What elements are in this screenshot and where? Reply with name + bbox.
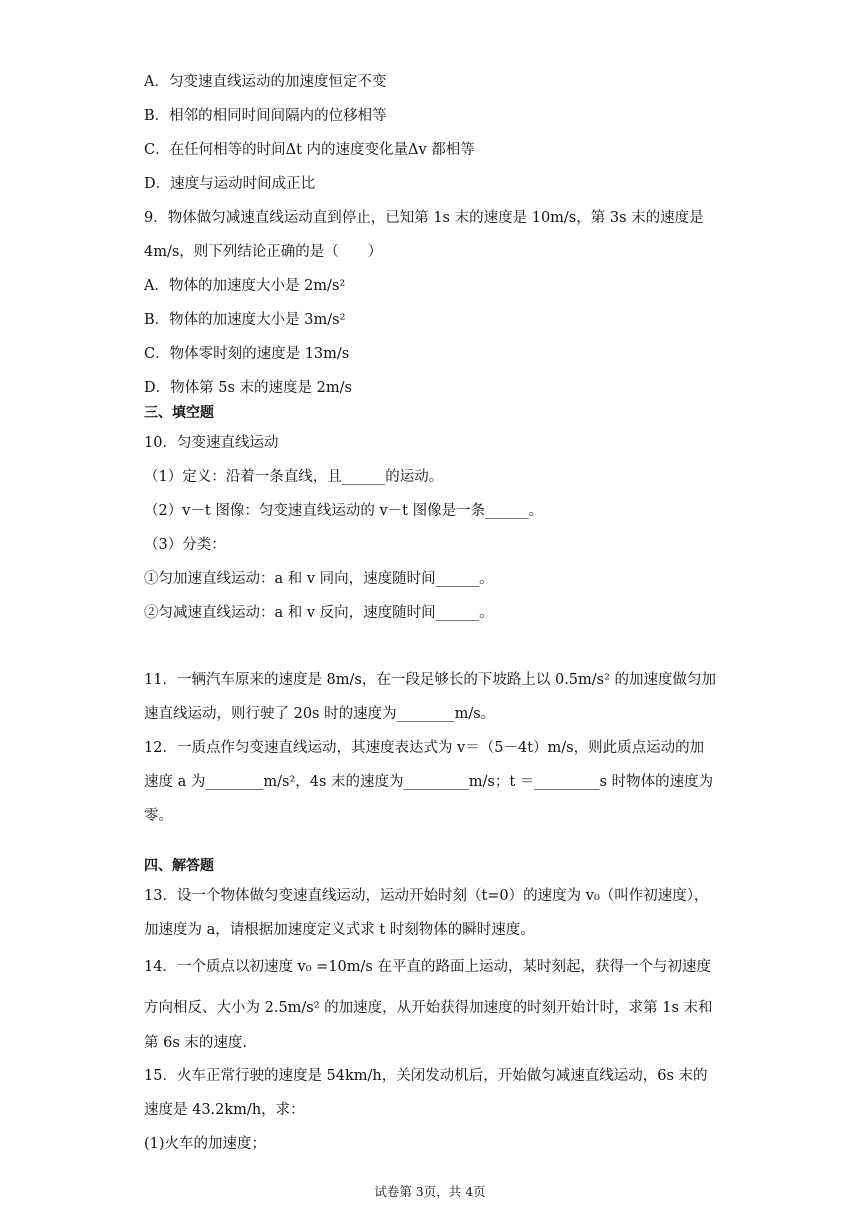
q8-option-d: D．速度与运动时间成正比 bbox=[144, 176, 316, 192]
q15-line1: 15．火车正常行驶的速度是 54km/h，关闭发动机后，开始做匀减速直线运动，6s 末的 bbox=[144, 1068, 708, 1084]
q8-option-a: A．匀变速直线运动的加速度恒定不变 bbox=[144, 74, 387, 90]
q9-stem-line1: 9．物体做匀减速直线运动直到停止，已知第 1s 末的速度是 10m/s，第 3s 末的速度是 bbox=[144, 210, 704, 226]
q14-line2: 方向相反、大小为 2.5m/s² 的加速度，从开始获得加速度的时刻开始计时，求第 1s 末和 bbox=[144, 1000, 713, 1016]
page-footer: 试卷第 3页，共 4页 bbox=[374, 1184, 486, 1199]
section-heading-fill-in: 三、填空题 bbox=[144, 405, 214, 421]
q9-option-a: A．物体的加速度大小是 2m/s² bbox=[144, 278, 346, 294]
q13-line2: 加速度为 a，请根据加速度定义式求 t 时刻物体的瞬时速度。 bbox=[144, 922, 535, 938]
q8-option-b: B．相邻的相同时间间隔内的位移相等 bbox=[144, 108, 387, 124]
q14-line1: 14．一个质点以初速度 v₀ =10m/s 在平直的路面上运动，某时刻起，获得一个与初速度 bbox=[144, 959, 711, 975]
q12-line1: 12．一质点作匀变速直线运动，其速度表达式为 v＝（5－4t）m/s，则此质点运动的加 bbox=[144, 740, 705, 756]
q10-title: 10．匀变速直线运动 bbox=[144, 435, 279, 451]
q9-option-d: D．物体第 5s 末的速度是 2m/s bbox=[144, 380, 352, 396]
q9-option-b: B．物体的加速度大小是 3m/s² bbox=[144, 312, 346, 328]
q10-part3-item1: ①匀加速直线运动：a 和 v 同向，速度随时间______。 bbox=[144, 571, 494, 587]
q12-line3: 零。 bbox=[144, 808, 173, 824]
q10-part1: （1）定义：沿着一条直线，且______的运动。 bbox=[144, 469, 444, 485]
q9-stem-line2: 4m/s，则下列结论正确的是（ ） bbox=[144, 244, 383, 260]
q10-part2: （2）v－t 图像：匀变速直线运动的 v－t 图像是一条______。 bbox=[144, 503, 544, 519]
q12-line2: 速度 a 为________m/s²，4s 末的速度为_________m/s；t ＝_________s 时物体的速度为 bbox=[144, 774, 714, 790]
q10-part3-item2: ②匀减速直线运动：a 和 v 反向，速度随时间______。 bbox=[144, 605, 494, 621]
q15-line2: 速度是 43.2km/h，求： bbox=[144, 1102, 305, 1118]
q14-line3: 第 6s 末的速度. bbox=[144, 1035, 247, 1051]
q11-line2: 速直线运动，则行驶了 20s 时的速度为________m/s。 bbox=[144, 706, 496, 722]
q15-part1: (1)火车的加速度； bbox=[144, 1136, 267, 1152]
section-heading-answers: 四、解答题 bbox=[144, 858, 214, 874]
q9-option-c: C．物体零时刻的速度是 13m/s bbox=[144, 346, 350, 362]
q8-option-c: C．在任何相等的时间Δt 内的速度变化量Δv 都相等 bbox=[144, 142, 475, 158]
q10-part3: （3）分类： bbox=[144, 537, 226, 553]
q11-line1: 11．一辆汽车原来的速度是 8m/s，在一段足够长的下坡路上以 0.5m/s² 的加速度做匀加 bbox=[144, 672, 717, 688]
q13-line1: 13．设一个物体做匀变速直线运动，运动开始时刻（t=0）的速度为 v₀（叫作初速度）， bbox=[144, 888, 709, 904]
